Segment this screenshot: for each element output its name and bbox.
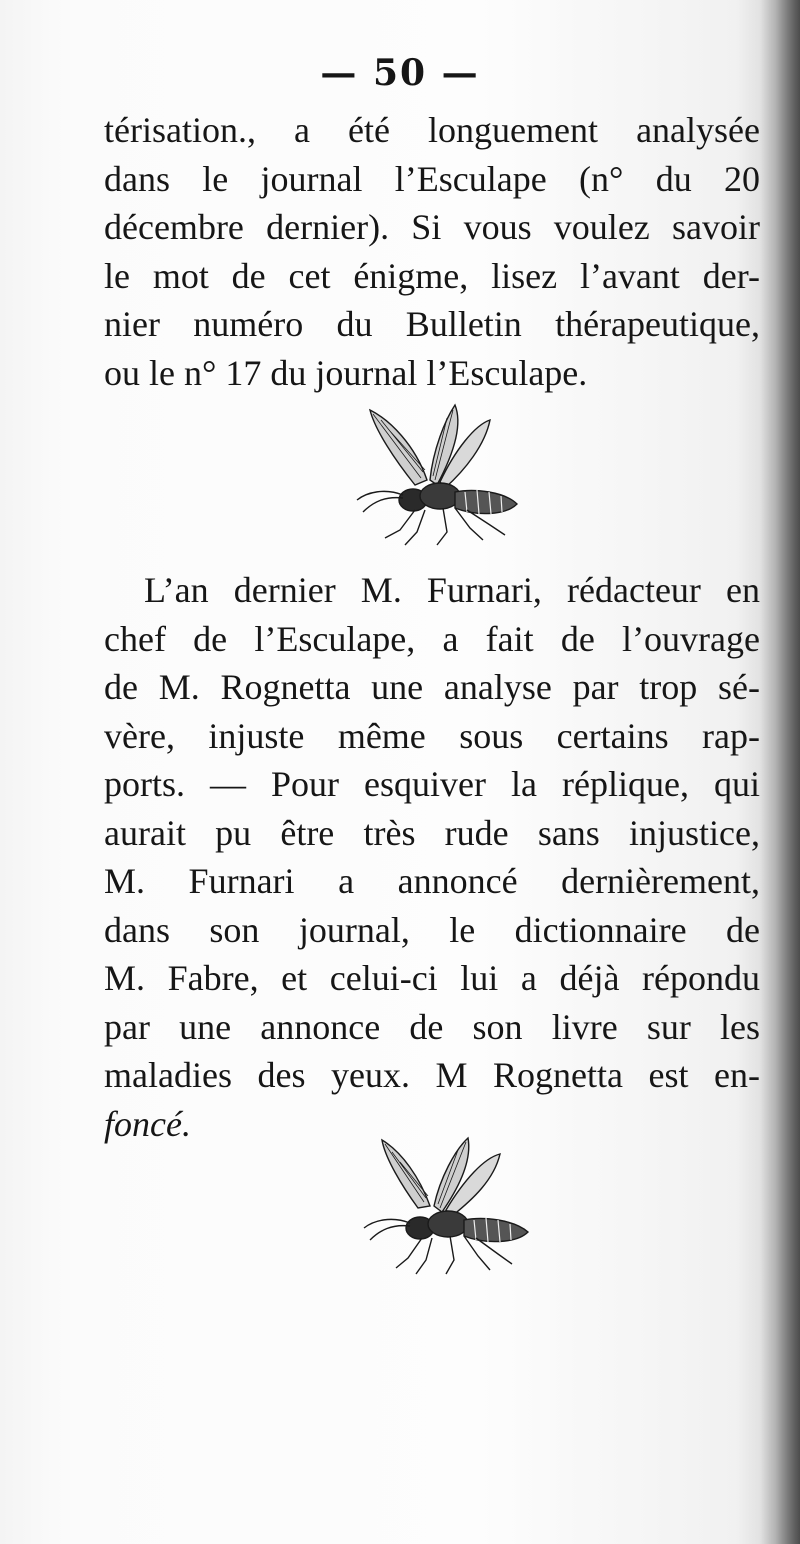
paragraph-2-line-12: foncé.	[104, 1103, 191, 1144]
page-number: — 50 —	[320, 52, 480, 94]
paragraph-2-line-4: vère, injuste même sous certains rap-	[104, 715, 760, 756]
paragraph-2-line-8: dans son journal, le dictionnaire de	[104, 909, 760, 950]
paragraph-1-line-3: décembre dernier). Si vous voulez savoir	[104, 207, 760, 247]
paragraph-2-line-5: ports. — Pour esquiver la réplique, qui	[104, 764, 760, 804]
paragraph-1-line-4: le mot de cet énigme, lisez l’avant der-	[104, 255, 760, 296]
paragraph-2-line-3: de M. Rognetta une analyse par trop sé-	[104, 667, 760, 707]
paragraph-1-line-5: nier numéro du Bulletin thérapeutique,	[104, 304, 760, 344]
paragraph-2-line-1: L’an dernier M. Furnari, rédacteur en	[144, 570, 760, 610]
paragraph-2	[104, 566, 760, 1148]
paragraph-1	[104, 106, 760, 397]
paragraph-1-line-1: térisation., a été longuement analysée	[104, 110, 760, 150]
paragraph-1-line-2: dans le journal l’Esculape (n° du 20	[104, 158, 760, 199]
paragraph-2-line-9: M. Fabre, et celui-ci lui a déjà répondu	[104, 958, 760, 998]
page-spine-shadow	[760, 0, 800, 1544]
paragraph-2-line-2: chef de l’Esculape, a fait de l’ouvrage	[104, 618, 760, 659]
fly-engraving-icon	[355, 400, 525, 550]
paragraph-1-line-6: ou le n° 17 du journal l’Esculape.	[104, 352, 588, 393]
paragraph-2-line-11: maladies des yeux. M Rognetta est en-	[104, 1055, 760, 1095]
paragraph-2-line-7: M. Furnari a annoncé dernièrement,	[104, 861, 760, 901]
paragraph-2-line-6: aurait pu être très rude sans injustice,	[104, 812, 760, 853]
fly-engraving-icon	[360, 1128, 535, 1278]
paragraph-2-line-10: par une annonce de son livre sur les	[104, 1006, 760, 1047]
